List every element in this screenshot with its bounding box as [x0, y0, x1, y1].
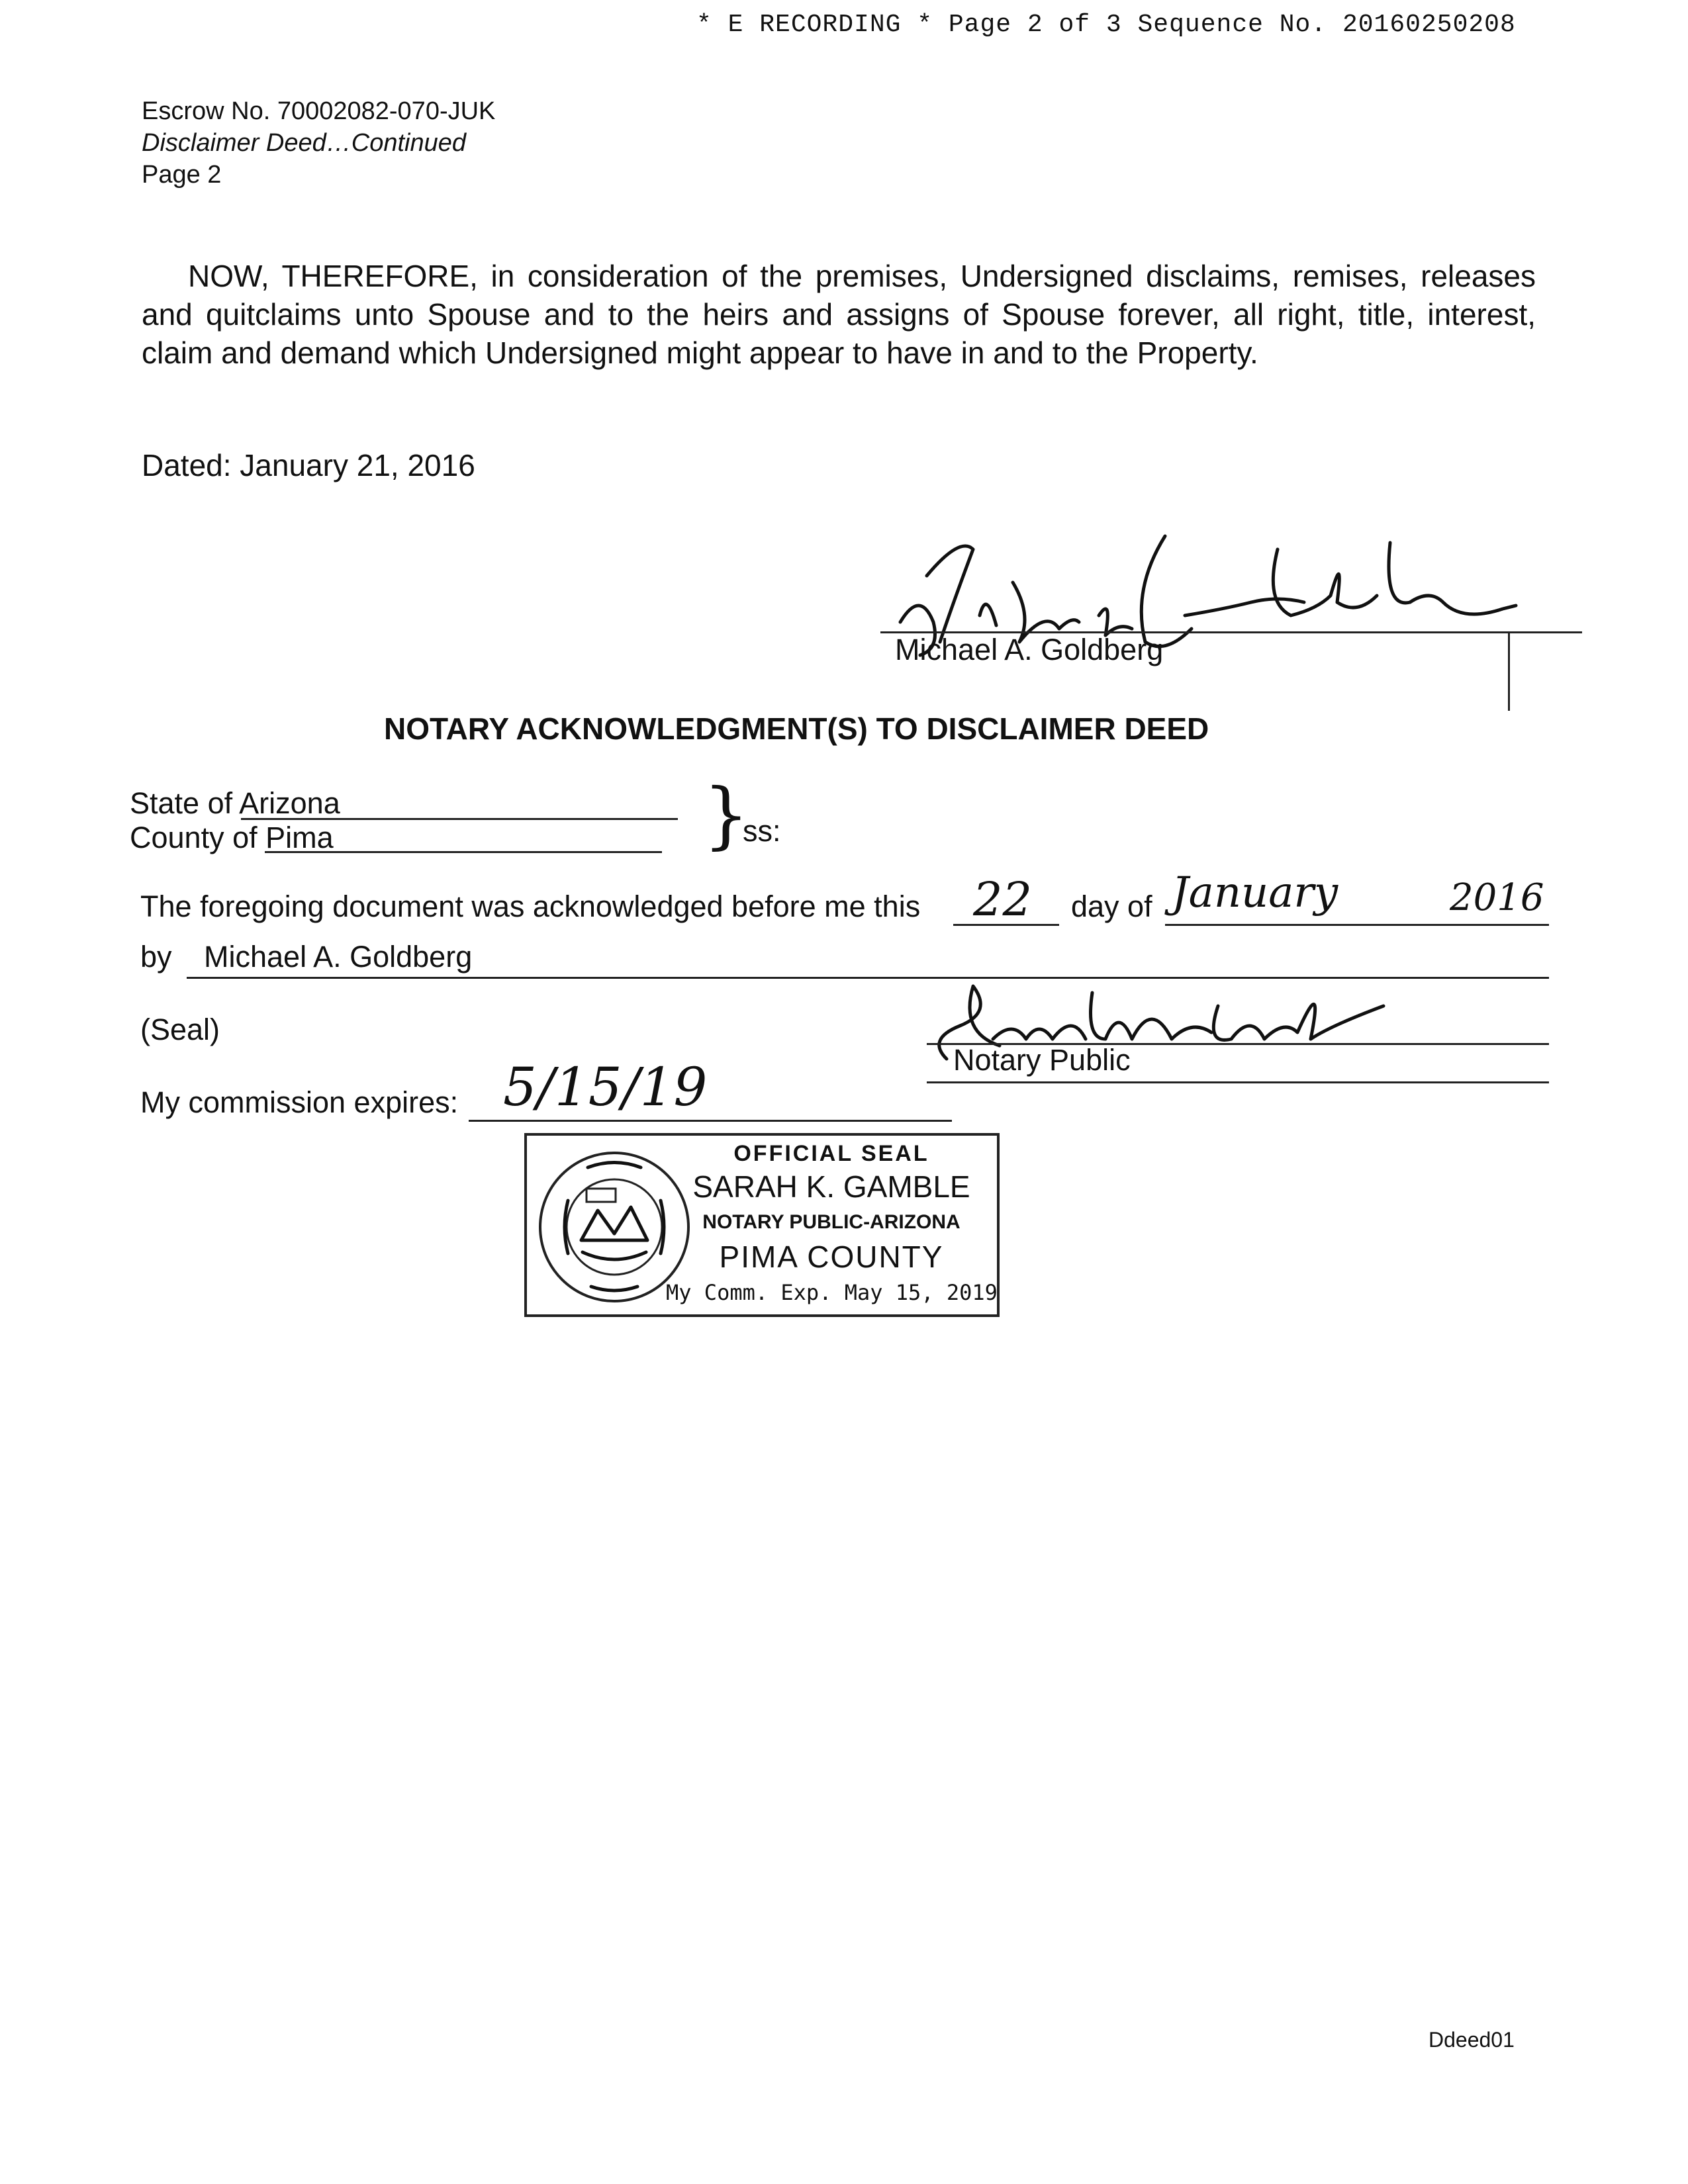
notary-public-label: Notary Public	[953, 1043, 1131, 1077]
commission-value: 5/15/19	[503, 1056, 708, 1118]
state-value: Arizona	[239, 786, 340, 820]
seal-line-official: OFFICIAL SEAL	[733, 1141, 929, 1166]
county-value: Pima	[265, 821, 334, 854]
form-code: Ddeed01	[1429, 2028, 1515, 2052]
state-underline	[241, 818, 678, 820]
notary-public-underline	[927, 1081, 1549, 1083]
month-value: January	[1172, 868, 1338, 917]
month-year-underline	[1165, 924, 1549, 926]
body-paragraph: NOW, THEREFORE, in consideration of the premises, Undersigned disclaims, remises, releases and quitclaims unto Spouse and to the heirs and assigns of Spouse forever, all right, title, interest, claim and demand which Undersigned might appear to have in and to the Property.	[142, 259, 1536, 370]
dated-line: Dated: January 21, 2016	[142, 448, 475, 482]
commission-label: My commission expires:	[140, 1085, 459, 1119]
venue-brace: }	[703, 772, 749, 857]
state-line	[130, 786, 340, 821]
page-number: Page 2	[142, 161, 222, 189]
county-line	[130, 821, 334, 855]
seal-line-expiration: My Comm. Exp. May 15, 2019	[666, 1280, 998, 1305]
state-label: State of	[130, 786, 233, 820]
ss-label: ss:	[743, 814, 781, 848]
acknowledgment-text: The foregoing document was acknowledged before me this	[140, 889, 921, 923]
by-label: by	[140, 940, 172, 974]
recording-header: * E RECORDING * Page 2 of 3 Sequence No. 20160250208	[696, 11, 1516, 39]
seal-line-name: SARAH K. GAMBLE	[692, 1169, 970, 1204]
day-of-label: day of	[1071, 889, 1152, 923]
signer-signature	[880, 510, 1542, 708]
seal-line-county: PIMA COUNTY	[719, 1240, 944, 1274]
signer-name: Michael A. Goldberg	[895, 633, 1164, 666]
document-title: Disclaimer Deed…Continued	[142, 129, 466, 157]
seal-label: (Seal)	[140, 1013, 220, 1046]
escrow-header	[142, 95, 495, 191]
seal-line-notary: NOTARY PUBLIC-ARIZONA	[702, 1211, 961, 1233]
notary-heading: NOTARY ACKNOWLEDGMENT(S) TO DISCLAIMER DEED	[384, 711, 1209, 746]
by-value: Michael A. Goldberg	[204, 940, 473, 974]
official-seal-stamp	[524, 1133, 1000, 1317]
year-value: 2016	[1450, 876, 1544, 919]
day-value: 22	[973, 872, 1033, 927]
escrow-number: Escrow No. 70002082-070-JUK	[142, 97, 496, 125]
commission-underline	[469, 1120, 952, 1122]
county-label: County of	[130, 821, 258, 854]
signature-tail-stroke	[1508, 631, 1510, 711]
county-underline	[265, 851, 662, 853]
